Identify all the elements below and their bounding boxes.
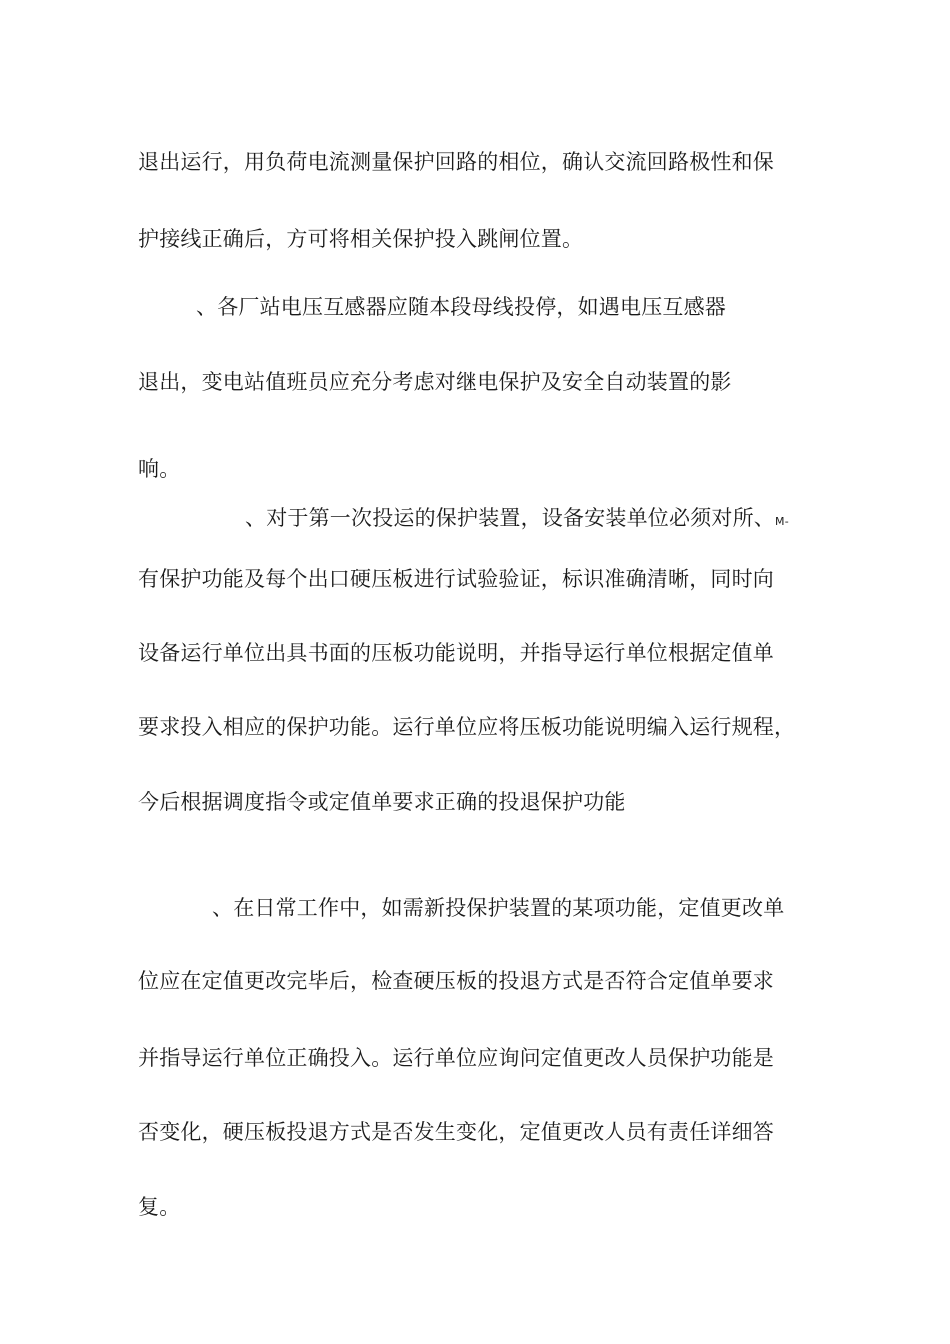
paragraph-line: 、各厂站电压互感器应随本段母线投停，如遇电压互感器 [196,295,726,319]
paragraph-line: 并指导运行单位正确投入。运行单位应询问定值更改人员保护功能是 [138,1046,774,1070]
paragraph-line: 有保护功能及每个出口硬压板进行试验验证，标识准确清晰，同时向 [138,567,774,591]
paragraph-line: 设备运行单位出具书面的压板功能说明，并指导运行单位根据定值单 [138,641,774,665]
paragraph-line-text: 、对于第一次投运的保护装置，设备安装单位必须对所、 [245,506,775,530]
paragraph-line: 要求投入相应的保护功能。运行单位应将压板功能说明编入运行规程， [138,715,796,739]
paragraph-line: 退出，变电站值班员应充分考虑对继电保护及安全自动装置的影 [138,370,732,394]
paragraph-line: 位应在定值更改完毕后，检查硬压板的投退方式是否符合定值单要求 [138,969,774,993]
paragraph-line: 护接线正确后，方可将相关保护投入跳闸位置。 [138,227,584,251]
paragraph-line: 、在日常工作中，如需新投保护装置的某项功能，定值更改单 [212,896,785,920]
paragraph-line: 今后根据调度指令或定值单要求正确的投退保护功能 [138,790,626,814]
paragraph-line: 响。 [138,457,181,481]
paragraph-line: 否变化，硬压板投退方式是否发生变化，定值更改人员有责任详细答 [138,1120,774,1144]
line-suffix-mark: M- [775,515,789,528]
paragraph-line: 复。 [138,1195,181,1219]
paragraph-line-with-suffix [245,504,789,536]
paragraph-line: 退出运行，用负荷电流测量保护回路的相位，确认交流回路极性和保 [138,150,774,174]
